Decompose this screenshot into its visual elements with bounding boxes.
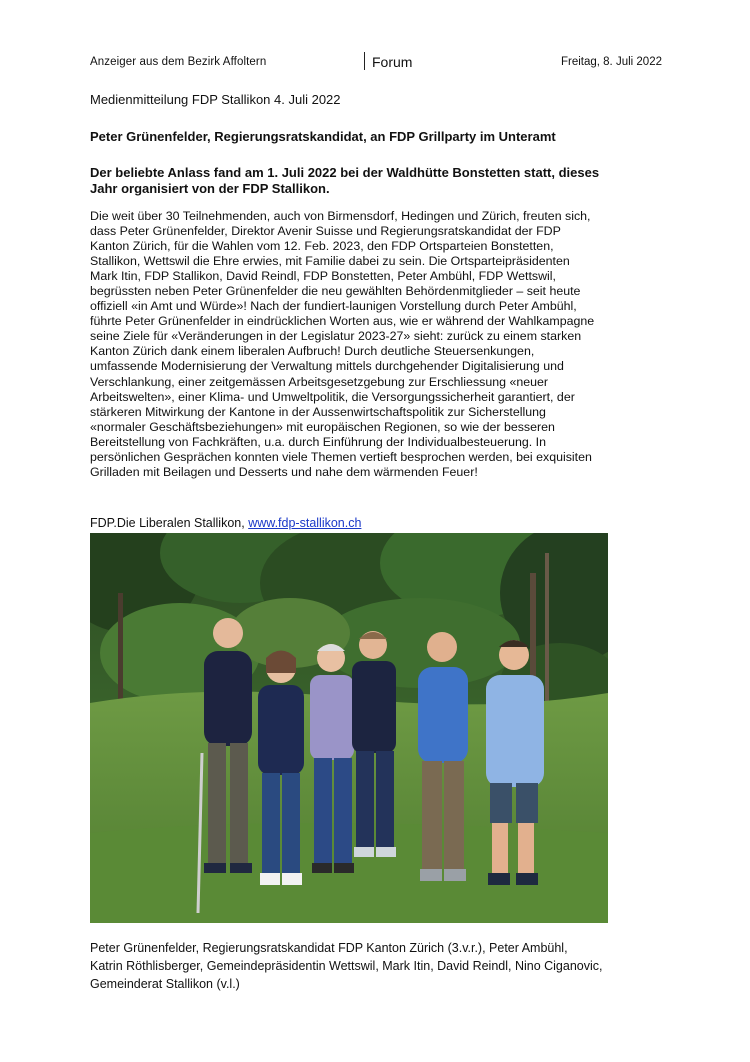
body-line: Grilladen mit Beilagen und Desserts und nahe dem wärmenden Feuer! — [90, 464, 478, 479]
body-line: seine Ziele für «Veränderungen in der Legislatur 2023-27» sieht: zurück zu einem starken — [90, 329, 582, 344]
body-line: offiziell «in Amt und Würde»! Nach der fundiert-launigen Vorstellung durch Peter Ambühl, — [90, 299, 577, 314]
newspaper-name: Anzeiger aus dem Bezirk Affoltern — [90, 56, 267, 68]
article-body — [90, 209, 670, 480]
signature-text: FDP.Die Liberalen Stallikon, — [90, 516, 249, 530]
person-3 — [310, 644, 354, 873]
body-line: Mark Itin, FDP Stallikon, David Reindl, FDP Bonstetten, Peter Ambühl, FDP Wettswil, — [90, 269, 556, 284]
body-line: Die weit über 30 Teilnehmenden, auch von Birmensdorf, Hedingen und Zürich, freuten sich, — [90, 209, 591, 223]
group-photo — [90, 533, 608, 923]
person-4 — [352, 631, 396, 857]
signature — [90, 516, 361, 530]
body-line: Bereitstellung von Fachkräften, u.a. durch Einführung der Individualbesteuerung. In — [90, 434, 546, 449]
body-line: dass Peter Grünenfelder, Direktor Avenir Suisse und Regierungsratskandidat der FDP — [90, 224, 561, 239]
body-line: Stallikon, Wettswil die Ehre erwies, mit Familie dabei zu sein. Die Ortsparteipräsidenten — [90, 254, 570, 269]
website-link[interactable]: www.fdp-stallikon.ch — [248, 516, 362, 530]
article-subtitle-line-1: Der beliebte Anlass fand am 1. Juli 2022 bei der Waldhütte Bonstetten statt, dieses — [90, 165, 600, 180]
group-photo-illustration — [90, 533, 608, 923]
issue-date: Freitag, 8. Juli 2022 — [560, 56, 662, 68]
body-line: Verschlankung, einer zeitgemässen Arbeitsgesetzgebung zur Erschliessung «neuer — [90, 374, 549, 389]
caption-line: Peter Grünenfelder, Regierungsratskandidat FDP Kanton Zürich (3.v.r.), Peter Ambühl, — [90, 941, 568, 955]
caption-line: Gemeinderat Stallikon (v.l.) — [90, 977, 240, 991]
header-divider — [364, 52, 365, 70]
article-title: Peter Grünenfelder, Regierungsratskandidat, an FDP Grillparty im Unteramt — [90, 129, 556, 144]
body-line: «normaler Geschäftsbeziehungen» mit europäischen Regionen, so wie der besseren — [90, 419, 555, 434]
article-subtitle-line-2: Jahr organisiert von der FDP Stallikon. — [90, 181, 330, 196]
body-line: persönlichen Gesprächen konnten viele Themen vertieft besprochen werden, bei exquisiten — [90, 449, 592, 464]
body-line: Kanton Zürich dank einem liberalen Aufbruch! Durch deutliche Steuersenkungen, — [90, 344, 535, 359]
photo-caption — [90, 939, 690, 993]
body-line: stärkeren Mitwirkung der Kantone in der Aussenwirtschaftspolitik zur Sicherstellung — [90, 404, 546, 419]
press-release-date: Medienmitteilung FDP Stallikon 4. Juli 2022 — [90, 92, 341, 107]
body-line: umfassende Modernisierung der Verwaltung mittels durchgehender Digitalisierung und — [90, 359, 564, 374]
body-line: Arbeitswelten», einer Klima- und Umweltpolitik, die Versorgungssicherheit garantiert, der — [90, 389, 575, 404]
body-line: begrüssten neben Peter Grünenfelder die neu gewählten Behördenmitglieder – seit heute — [90, 284, 581, 299]
section-name: Forum — [372, 54, 413, 70]
caption-line: Katrin Röthlisberger, Gemeindepräsidentin Wettswil, Mark Itin, David Reindl, Nino Ciganovic, — [90, 959, 603, 973]
body-line: Kanton Zürich, für die Wahlen vom 12. Feb. 2023, den FDP Ortsparteien Bonstetten, — [90, 239, 554, 254]
body-line: führte Peter Grünenfelder in eindrücklichen Worten aus, wie er während der Wahlkampagne — [90, 314, 595, 329]
